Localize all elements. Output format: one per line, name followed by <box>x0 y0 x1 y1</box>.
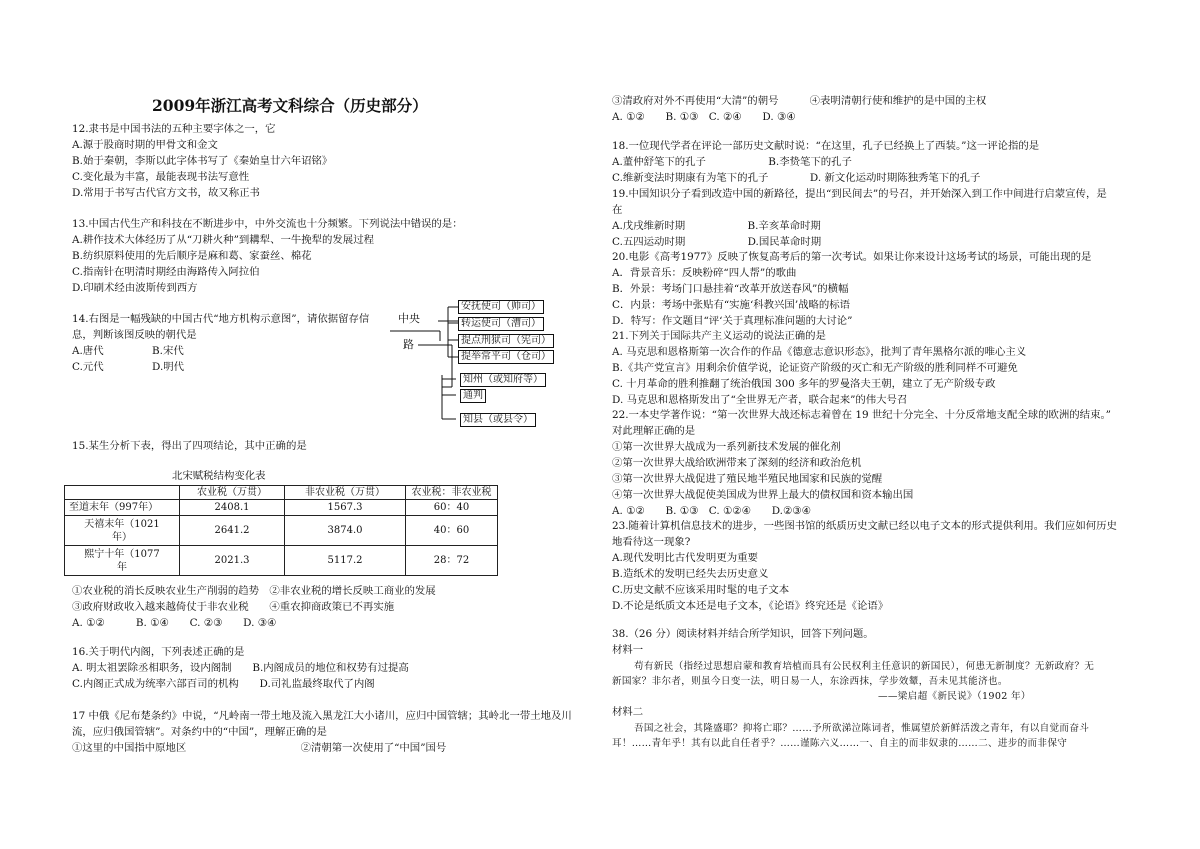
diagram-box-zhizhou: 知州（或知府等） <box>460 373 546 387</box>
table-header: 非农业税（万贯） <box>285 486 406 500</box>
option-d: D.明代 <box>152 361 185 373</box>
table-cell-line: 天禧末年（1021 <box>84 518 160 530</box>
statement-2: ②第一次世界大战给欧洲带来了深刻的经济和政治危机 <box>612 457 862 469</box>
option-a: A.现代发明比古代发明更为重要 <box>612 552 758 564</box>
question-text-cont: 对此理解正确的是 <box>612 425 696 437</box>
options-line: A.董仲舒笔下的孔子 B.李贽笔下的孔子 <box>612 156 852 168</box>
table-cell: 2021.3 <box>180 546 285 576</box>
option-b: B.始于秦朝，李斯以此字体书写了《秦始皇廿六年诏铭》 <box>72 155 333 167</box>
table-row <box>65 516 498 546</box>
option-a: A．背景音乐：反映粉碎“四人帮”的歌曲 <box>612 267 797 279</box>
table-cell: 5117.2 <box>285 546 406 576</box>
option-b: B.纺织原料使用的先后顺序是麻和葛、家蚕丝、棉花 <box>72 250 312 262</box>
table-header <box>65 486 180 500</box>
question-text-cont: 地看待这一现象? <box>612 536 691 548</box>
table-caption: 北宋赋税结构变化表 <box>172 470 266 482</box>
statements-line: ③清政府对外不再使用“大清”的朝号 ④表明清朝行使和维护的是中国的主权 <box>612 95 987 107</box>
table-row <box>65 546 498 576</box>
options-line: A. ①② B. ①③ C. ②④ D. ③④ <box>612 111 796 123</box>
options-line: C.维新变法时期康有为笔下的孔子 D. 新文化运动时期陈独秀笔下的孔子 <box>612 172 981 184</box>
material-2-line: 吾国之社会，其隆盛耶？抑将亡耶？……予所欲涕泣陈词者，惟属望於新鲜活泼之青年，有以自觉而奋斗 <box>634 723 1090 734</box>
options-line: A. ①② B. ①④ C. ②③ D. ③④ <box>72 617 277 629</box>
option-b: B.《共产党宣言》用剩余价值学说，论证资产阶级的灭亡和无产阶级的胜利同样不可避免 <box>612 362 1018 374</box>
diagram-lu-label: 路 <box>403 338 414 351</box>
diagram-box-tiju: 提举常平司（仓司） <box>458 350 554 364</box>
diagram-center-label: 中央 <box>398 312 420 325</box>
question-text: 23.随着计算机信息技术的进步，一些图书馆的纸质历史文献已经以电子文本的形式提供利用。我们应如何历史 <box>612 520 1117 532</box>
option-c: C.历史文献不应该采用时髦的电子文本 <box>612 584 790 596</box>
table-header-row <box>65 486 498 500</box>
question-text: 20.电影《高考1977》反映了恢复高考后的第一次考试。如果让你来设计这场考试的场景，可能出现的是 <box>612 251 1092 263</box>
material-2-label: 材料二 <box>612 706 644 718</box>
table-cell: 2641.2 <box>180 516 285 546</box>
option-c: C.指南针在明清时期经由海路传入阿拉伯 <box>72 266 260 278</box>
statements-line: ③政府财政收入越来越倚仗于非农业税 ④重农抑商政策已不再实施 <box>72 601 395 613</box>
question-text: 12.隶书是中国书法的五种主要字体之一，它 <box>72 123 276 135</box>
table-cell <box>65 546 180 576</box>
diagram-box-tidian: 提点刑狱司（宪司） <box>458 334 554 348</box>
options-line: C.五四运动时期 D.国民革命时期 <box>612 236 822 248</box>
material-2-line: 耳！……青年乎！其有以此自任者乎？……谨陈六义……一、自主的而非奴隶的……二、进步的而非保守 <box>612 738 1068 749</box>
question-15: 15.某生分析下表，得出了四项结论，其中正确的是 <box>72 440 307 452</box>
page-title: 2009年浙江高考文科综合（历史部分） <box>152 96 428 115</box>
option-d: D．特写：作文题目“评‘关于真理标准问题的大讨论” <box>612 315 853 327</box>
question-text-cont: 息，判断该图反映的朝代是 <box>72 329 197 341</box>
table-cell: 28：72 <box>406 546 498 576</box>
table-cell: 1567.3 <box>285 500 406 516</box>
table-cell: 40：60 <box>406 516 498 546</box>
table-cell <box>65 516 180 546</box>
diagram-box-tongpan: 通判 <box>460 389 486 403</box>
option-a: A.耕作技术大体经历了从“刀耕火种”到耩犁、一牛挽犁的发展过程 <box>72 234 374 246</box>
option-c: C.变化最为丰富，最能表现书法写意性 <box>72 171 250 183</box>
question-text: 19.中国知识分子看到改造中国的新路径，提出“到民间去”的号召，并开始深入到工作中间进行启蒙宣传，是 <box>612 188 1107 200</box>
option-b: B.造纸术的发明已经失去历史意义 <box>612 568 769 580</box>
question-text-cont: 在 <box>612 204 623 216</box>
option-d: D.常用于书写古代官方文书，故又称正书 <box>72 187 260 199</box>
tax-structure-table <box>64 485 498 576</box>
option-d: D. 马克思和恩格斯发出了“全世界无产者，联合起来”的伟大号召 <box>612 394 908 406</box>
option-a: A.源于股商时期的甲骨文和金文 <box>72 139 218 151</box>
options-line: A. ①② B. ①③ C. ①②④ D.②③④ <box>612 505 811 517</box>
question-text: 18.一位现代学者在评论一部历史文献时说：“在这里，孔子已经换上了西装。”这一评论指的是 <box>612 140 1040 152</box>
diagram-box-zhixian: 知县（或县令） <box>460 413 536 427</box>
table-row <box>65 500 498 516</box>
table-header: 农业税：非农业税 <box>406 486 498 500</box>
question-text: 16.关于明代内阁，下列表述正确的是 <box>72 646 245 658</box>
table-cell: 至道末年（997年） <box>65 500 180 516</box>
table-header: 农业税（万贯） <box>180 486 285 500</box>
table-cell-line: 年） <box>112 531 132 543</box>
statements-line: ①农业税的消长反映农业生产削弱的趋势 ②非农业税的增长反映工商业的发展 <box>72 585 436 597</box>
table-cell: 2408.1 <box>180 500 285 516</box>
question-text: 21.下列关于国际共产主义运动的说法正确的是 <box>612 330 826 342</box>
question-text: 14.右图是一幅残缺的中国古代“地方机构示意图”，请依据留存信 <box>72 313 370 325</box>
option-c: C. 十月革命的胜利推翻了统治俄国 300 多年的罗曼洛夫王朝，建立了无产阶级专政 <box>612 378 996 390</box>
statement-4: ④第一次世界大战促使美国成为世界上最大的债权国和资本输出国 <box>612 489 914 501</box>
question-text: 38.（26 分）阅读材料并结合所学知识，回答下列问题。 <box>612 628 874 640</box>
options-line: A. 明太祖罢除丞相职务，设内阁制 B.内阁成员的地位和权势有过提高 <box>72 662 409 674</box>
option-c: C．内景：考场中张贴有“实施‘科教兴国’战略的标语 <box>612 299 851 311</box>
option-a: A.唐代 <box>72 345 104 357</box>
table-cell: 3874.0 <box>285 516 406 546</box>
statement-3: ③第一次世界大战促进了殖民地半殖民地国家和民族的觉醒 <box>612 473 883 485</box>
diagram-box-anfu: 安抚使司（帅司） <box>458 300 544 314</box>
statement-1: ①第一次世界大战成为一系列新技术发展的催化剂 <box>612 441 841 453</box>
option-d: D.印刷术经由波斯传到西方 <box>72 282 198 294</box>
material-1-label: 材料一 <box>612 644 644 656</box>
material-1-line: 新国家？非尔者，则虽今日变一法，明日易一人，东涂西抹，学步效颦，吾未见其能济也。 <box>612 676 1008 687</box>
options-line: A.戊戌维新时期 B.辛亥革命时期 <box>612 220 821 232</box>
diagram-box-zhuanyun: 转运使司（漕司） <box>458 317 544 331</box>
question-text: 17 中俄《尼布楚条约》中说，“凡岭南一带土地及流入黑龙江大小诸川，应归中国管辖；其岭北一带土地及川 <box>72 710 572 722</box>
table-cell: 60：40 <box>406 500 498 516</box>
option-a: A. 马克思和恩格斯第一次合作的作品《德意志意识形态》，批判了青年黑格尔派的唯心主义 <box>612 346 1027 358</box>
material-1-source: ——梁启超《新民说》（1902 年） <box>878 691 1031 702</box>
question-text: 13.中国古代生产和科技在不断进步中，中外交流也十分频繁。下列说法中错误的是： <box>72 218 463 230</box>
material-1-line: 苟有新民（指经过思想启蒙和教育培植而具有公民权利主任意识的新国民），何患无新制度？无新政府？无 <box>634 661 1095 672</box>
question-text-cont: 流，应归俄国管辖”。对条约中的“中国”，理解正确的是 <box>72 726 327 738</box>
statements-line: ①这里的中国指中原地区 ②清朝第一次使用了“中国”国号 <box>72 742 447 754</box>
option-d: D.不论是纸质文本还是电子文本，《论语》终究还是《论语》 <box>612 600 889 612</box>
table-cell-line: 年 <box>117 561 127 573</box>
options-line: C.内阁正式成为统率六部百司的机构 D.司礼监最终取代了内阁 <box>72 678 375 690</box>
option-b: B．外景：考场门口悬挂着“改革开放送春风”的横幅 <box>612 283 849 295</box>
option-b: B.宋代 <box>152 345 184 357</box>
table-cell-line: 熙宁十年（1077 <box>84 548 160 560</box>
option-c: C.元代 <box>72 361 104 373</box>
question-text: 22.一本史学著作说：“第一次世界大战还标志着曾在 19 世纪十分完全、十分反常地支配全球的欧洲的结束。” <box>612 409 1111 421</box>
